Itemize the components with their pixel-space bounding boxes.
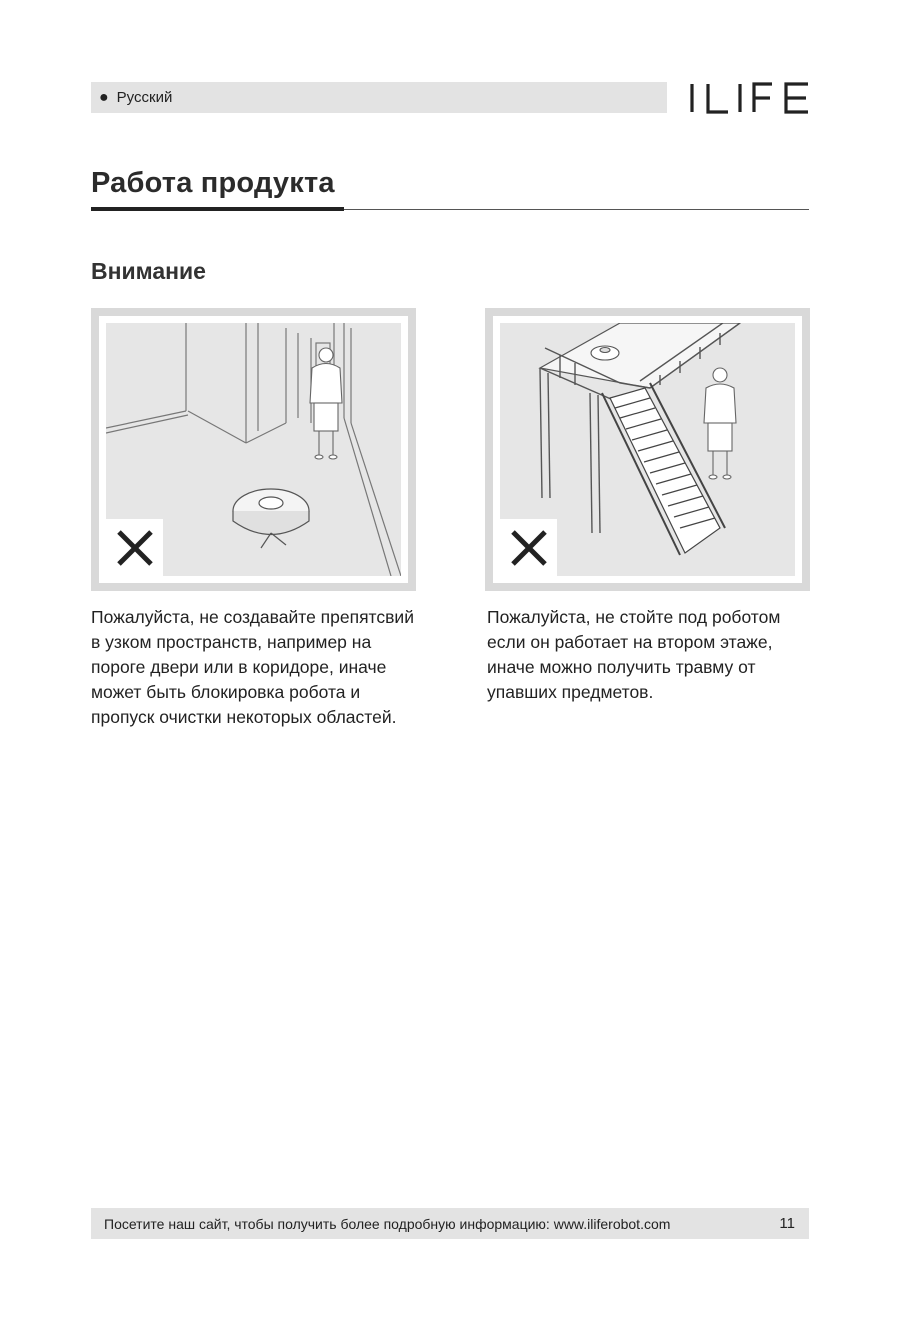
title-underline: [91, 207, 344, 211]
cross-icon: [116, 529, 154, 567]
language-label: Русский: [116, 89, 173, 106]
footer-text: Посетите наш сайт, чтобы получить более подробную информацию: www.iliferobot.com: [104, 1215, 671, 1232]
language-bar: [91, 82, 667, 113]
cross-icon: [510, 529, 548, 567]
bullet-icon: ●: [99, 88, 109, 106]
cross-mark: [500, 519, 557, 576]
ilife-logo: [688, 78, 812, 118]
page-number: 11: [779, 1215, 795, 1232]
page-title: Работа продукта: [91, 167, 335, 199]
section-subtitle: Внимание: [91, 258, 206, 284]
title-divider: [344, 209, 809, 210]
caption-hallway: Пожалуйста, не создавайте препятсвий в узком пространств, например на пороге двери или в коридоре, иначе может быть блокировка робота и пропуск очистки некоторых областей.: [91, 607, 414, 727]
illustration-staircase: [485, 308, 810, 591]
footer-bar: [91, 1208, 809, 1239]
illustration-hallway: [91, 308, 416, 591]
caption-staircase: Пожалуйста, не стойте под роботом если он работает на втором этаже, иначе можно получить травму от упавших предметов.: [487, 607, 781, 702]
cross-mark: [106, 519, 163, 576]
